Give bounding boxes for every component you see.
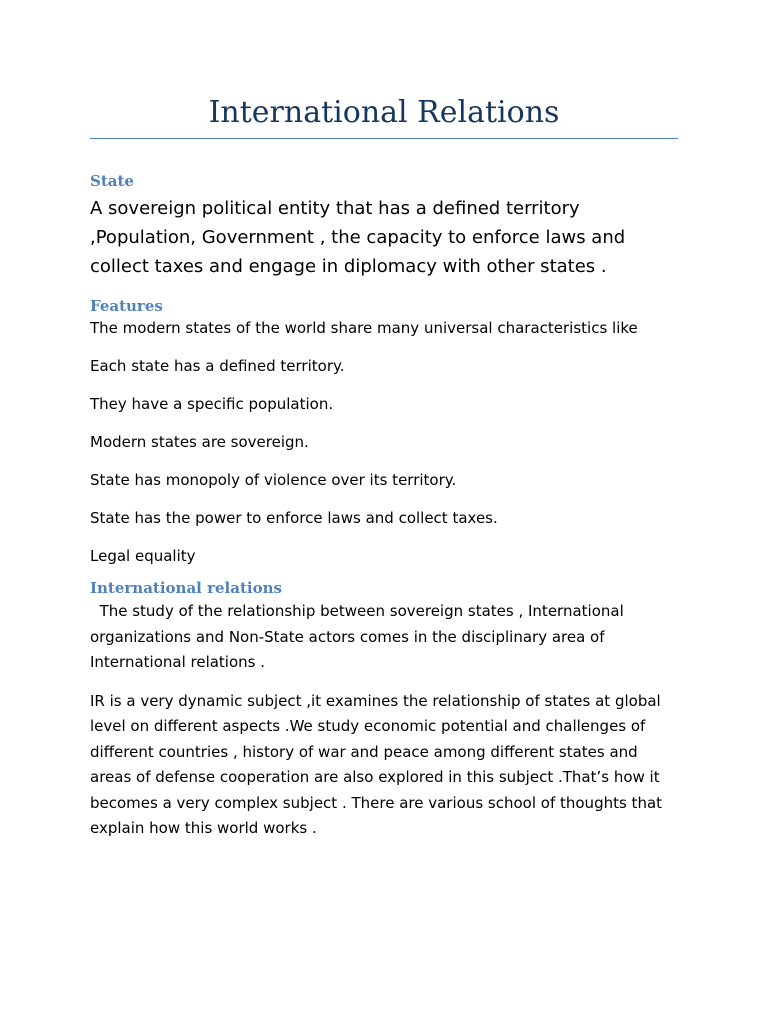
heading-state: State <box>90 172 134 190</box>
title-underline <box>90 138 678 139</box>
ir-paragraph-definition: The study of the relationship between sovereign states , International organizations and Non-State actors comes in the disciplinary area of International relations . <box>90 602 629 671</box>
feature-item: They have a specific population. <box>90 395 334 413</box>
feature-item: State has monopoly of violence over its territory. <box>90 471 457 489</box>
feature-intro: The modern states of the world share many universal characteristics like <box>90 319 638 337</box>
feature-item: State has the power to enforce laws and collect taxes. <box>90 509 498 527</box>
heading-features: Features <box>90 297 163 315</box>
state-definition: A sovereign political entity that has a defined territory ,Population, Government , the capacity to enforce laws and collect taxes and engage in diplomacy with other states . <box>90 198 626 277</box>
feature-item: Modern states are sovereign. <box>90 433 309 451</box>
document-body <box>90 170 678 842</box>
document-title: International Relations <box>208 95 560 130</box>
heading-international-relations: International relations <box>90 579 282 597</box>
ir-paragraph-description: IR is a very dynamic subject ,it examines the relationship of states at global level on different aspects .We study economic potential and challenges of different countries , history of war and peace among different states and areas of defense cooperation are also explored in this subject .That’s how it becomes a very complex subject . There are various school of thoughts that explain how this world works . <box>90 691 663 837</box>
feature-item: Each state has a defined territory. <box>90 357 345 375</box>
feature-item: Legal equality <box>90 547 196 565</box>
